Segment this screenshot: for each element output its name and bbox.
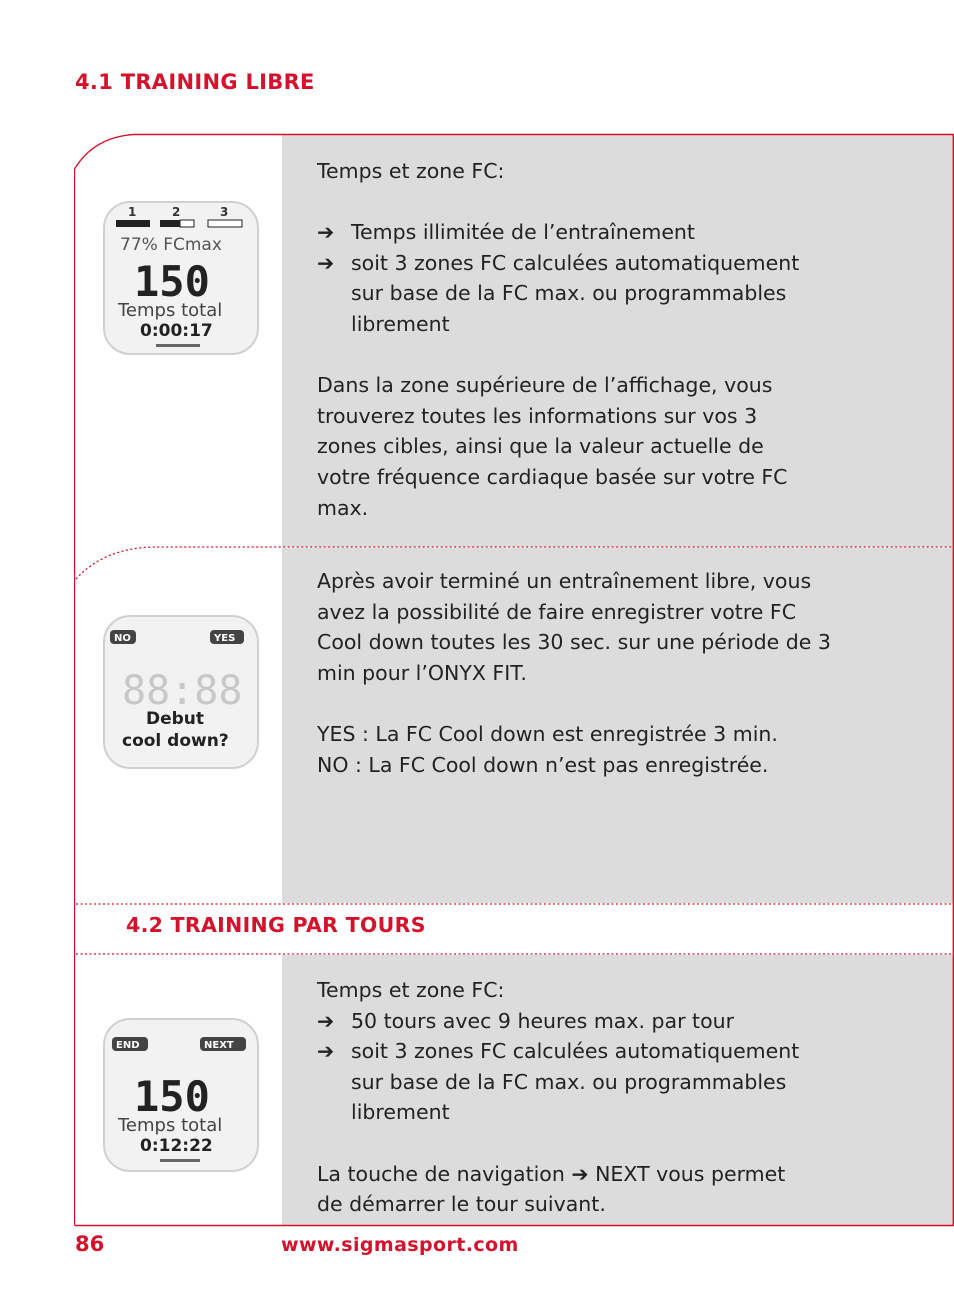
bullet-3: ➔ 50 tours avec 9 heures max. par tour	[317, 1006, 877, 1037]
watch-display-training-tours	[100, 1015, 262, 1175]
text-block-1	[317, 156, 877, 523]
bullet-4: ➔ soit 3 zones FC calculées automatiquement sur base de la FC max. ou programmables librement	[317, 1036, 877, 1128]
yes-key-label: YES	[214, 633, 236, 644]
arrow-right-icon: ➔	[571, 1161, 589, 1186]
zone-label-2: 2	[172, 205, 181, 219]
nav-line-1: La touche de navigation ➔ NEXT vous permet	[317, 1161, 786, 1186]
arrow-right-icon: ➔	[317, 220, 335, 245]
end-key-label: END	[116, 1040, 140, 1051]
inactive-digits: 88:88	[122, 668, 243, 714]
total-time-value: 0:00:17	[140, 321, 213, 341]
arrow-right-icon: ➔	[317, 1039, 335, 1064]
heart-rate-value: 150	[134, 257, 210, 306]
arrow-right-icon: ➔	[317, 1008, 335, 1033]
zone-label-1: 1	[128, 205, 137, 219]
heart-rate-value-2: 150	[134, 1072, 210, 1121]
no-key-label: NO	[114, 633, 131, 644]
no-line: NO : La FC Cool down n’est pas enregistrée.	[317, 752, 769, 777]
paragraph-zone-info: Dans la zone supérieure de l’affichage, vous trouverez toutes les informations sur vos 3 zones cibles, ainsi que la valeur actuelle de votre fréquence cardiaque basée sur votre FC max.	[317, 373, 788, 520]
text-block-3	[317, 975, 877, 1220]
watch-display-training-libre	[100, 198, 262, 358]
debut-text: Debut	[146, 709, 205, 729]
heading-temps-zone-2: Temps et zone FC:	[317, 978, 505, 1002]
arrow-right-icon: ➔	[317, 250, 335, 275]
heading-temps-zone: Temps et zone FC:	[317, 159, 505, 183]
cool-down-question: cool down?	[122, 731, 229, 751]
yes-line: YES : La FC Cool down est enregistrée 3 min.	[317, 721, 778, 746]
paragraph-cool-down: Après avoir terminé un entraînement libre, vous avez la possibilité de faire enregistrer votre FC Cool down toutes les 30 sec. sur une période de 3 min pour l’ONYX FIT.	[317, 569, 831, 685]
footer-url[interactable]: www.sigmasport.com	[281, 1234, 519, 1256]
bullet-1: ➔ Temps illimitée de l’entraînement	[317, 217, 877, 248]
temps-total-label-2: Temps total	[118, 1115, 223, 1136]
bullet-2: ➔ soit 3 zones FC calculées automatiquement sur base de la FC max. ou programmables librement	[317, 248, 877, 340]
zone-label-3: 3	[220, 205, 229, 219]
nav-line-2: de démarrer le tour suivant.	[317, 1192, 606, 1217]
next-key-label: NEXT	[204, 1040, 234, 1051]
watch-display-cool-down	[100, 612, 262, 772]
section-title-training-par-tours: 4.2 TRAINING PAR TOURS	[126, 913, 426, 937]
page-number: 86	[75, 1232, 105, 1256]
section-title-training-libre: 4.1 TRAINING LIBRE	[75, 70, 315, 94]
lap-time-value: 0:12:22	[140, 1136, 213, 1156]
temps-total-label: Temps total	[118, 300, 223, 321]
top-line-text: 77% FCmax	[120, 235, 222, 255]
text-block-2	[317, 566, 857, 780]
